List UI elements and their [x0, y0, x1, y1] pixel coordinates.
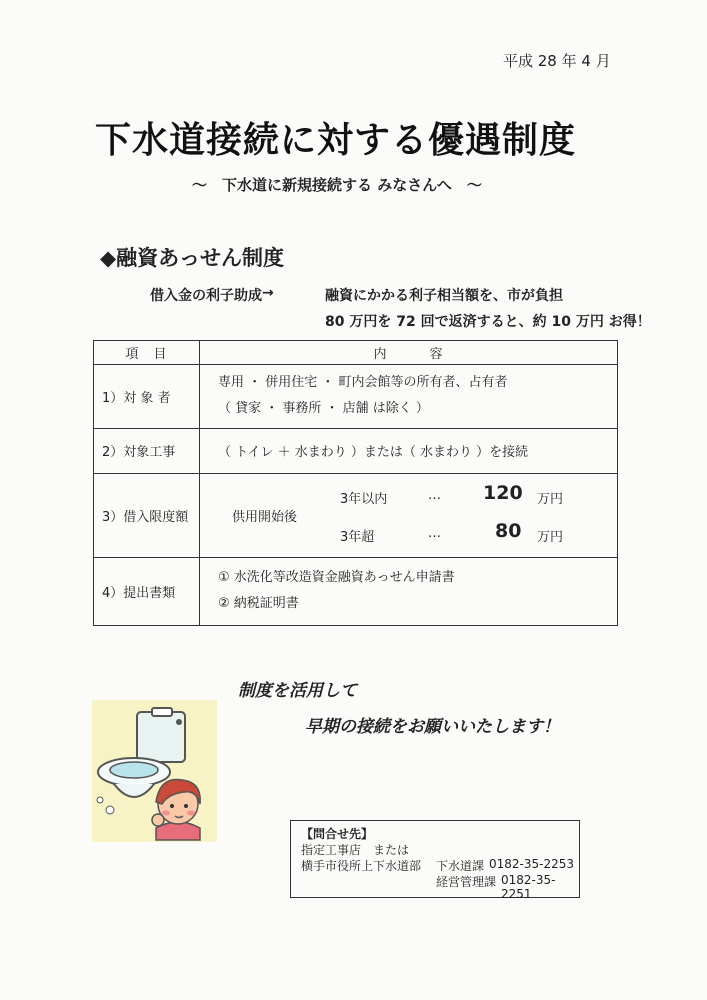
slogan-line-2: 早期の接続をお願いいたします！	[305, 717, 560, 737]
thought-bubble	[106, 806, 114, 814]
toilet-child-illustration	[92, 700, 217, 842]
bowl-water	[110, 762, 158, 778]
child-eye	[170, 804, 174, 808]
eligible-line-2: （ 貸家 ・ 事務所 ・ 店舗 は除く ）	[218, 401, 429, 417]
limit-amount-2: 80	[495, 519, 522, 542]
contact-title: 【問合せ先】	[301, 827, 374, 841]
right-arrow-icon: →	[262, 285, 274, 301]
page-title: 下水道接続に対する優遇制度	[95, 120, 577, 161]
child-cheek	[187, 811, 195, 816]
subsidy-line	[150, 285, 563, 305]
limit-key: 供用開始後	[232, 509, 298, 525]
header-content: 内 容	[200, 341, 618, 365]
subsidy-label: 借入金の利子助成	[150, 288, 262, 304]
subsidy-description: 融資にかかる利子相当額を、市が負担	[325, 288, 563, 304]
slogan-line-1: 制度を活用して	[238, 681, 357, 701]
child-cheek	[162, 811, 170, 816]
contact-box	[290, 820, 580, 901]
section-heading: ◆融資あっせん制度	[100, 246, 284, 270]
row-label-limit: 3）借入限度額	[94, 474, 200, 558]
table-row	[94, 428, 618, 473]
row-label-documents: 4）提出書類	[94, 557, 200, 625]
dots: …	[428, 525, 441, 541]
child-eye	[184, 804, 188, 808]
child-hand	[152, 814, 164, 826]
page-subtitle: ～ 下水道に新規接続する みなさんへ ～	[192, 176, 482, 194]
eligible-line-1: 専用 ・ 併用住宅 ・ 町内会館等の所有者、占有者	[218, 375, 508, 391]
contact-line-1: 指定工事店 または	[301, 843, 410, 857]
contact-dept-1: 下水道課	[436, 859, 485, 873]
contact-dept-2: 経営管理課	[436, 875, 497, 889]
contact-line-2: 横手市役所上下水道部	[301, 859, 422, 873]
issue-date: 平成 28 年 4 月	[503, 52, 611, 70]
limit-unit-2: 万円	[537, 529, 564, 545]
table-row	[94, 364, 618, 428]
table-row	[94, 557, 618, 625]
thought-bubble	[97, 797, 103, 803]
table-row	[94, 474, 618, 558]
flush-lever	[176, 719, 182, 725]
table-header-row	[94, 341, 618, 365]
tank-lid	[152, 708, 172, 716]
row-content-eligible	[200, 364, 618, 428]
toilet-illustration-icon	[92, 700, 217, 842]
limit-cond-1: 3年以内	[340, 491, 388, 507]
dots: …	[428, 487, 441, 503]
row-label-eligible: 1）対 象 者	[94, 364, 200, 428]
conditions-table	[93, 340, 618, 626]
document-1: ① 水洗化等改造資金融資あっせん申請書	[218, 570, 455, 586]
contact-phone-1: 0182-35-2253	[489, 857, 575, 871]
limit-unit-1: 万円	[537, 491, 564, 507]
header-item: 項 目	[94, 341, 200, 365]
row-content-documents	[200, 557, 618, 625]
row-content-limit	[200, 474, 618, 558]
limit-cond-2: 3年超	[340, 529, 375, 545]
limit-amount-1: 120	[483, 481, 523, 504]
document-2: ② 納税証明書	[218, 596, 299, 612]
contact-phone-2: 0182-35-2251	[501, 873, 556, 901]
savings-example: 80 万円を 72 回で返済すると、約 10 万円 お得！	[325, 314, 651, 330]
row-content-work: （ トイレ ＋ 水まわり ）または（ 水まわり ）を接続	[200, 428, 618, 473]
row-label-work: 2）対象工事	[94, 428, 200, 473]
